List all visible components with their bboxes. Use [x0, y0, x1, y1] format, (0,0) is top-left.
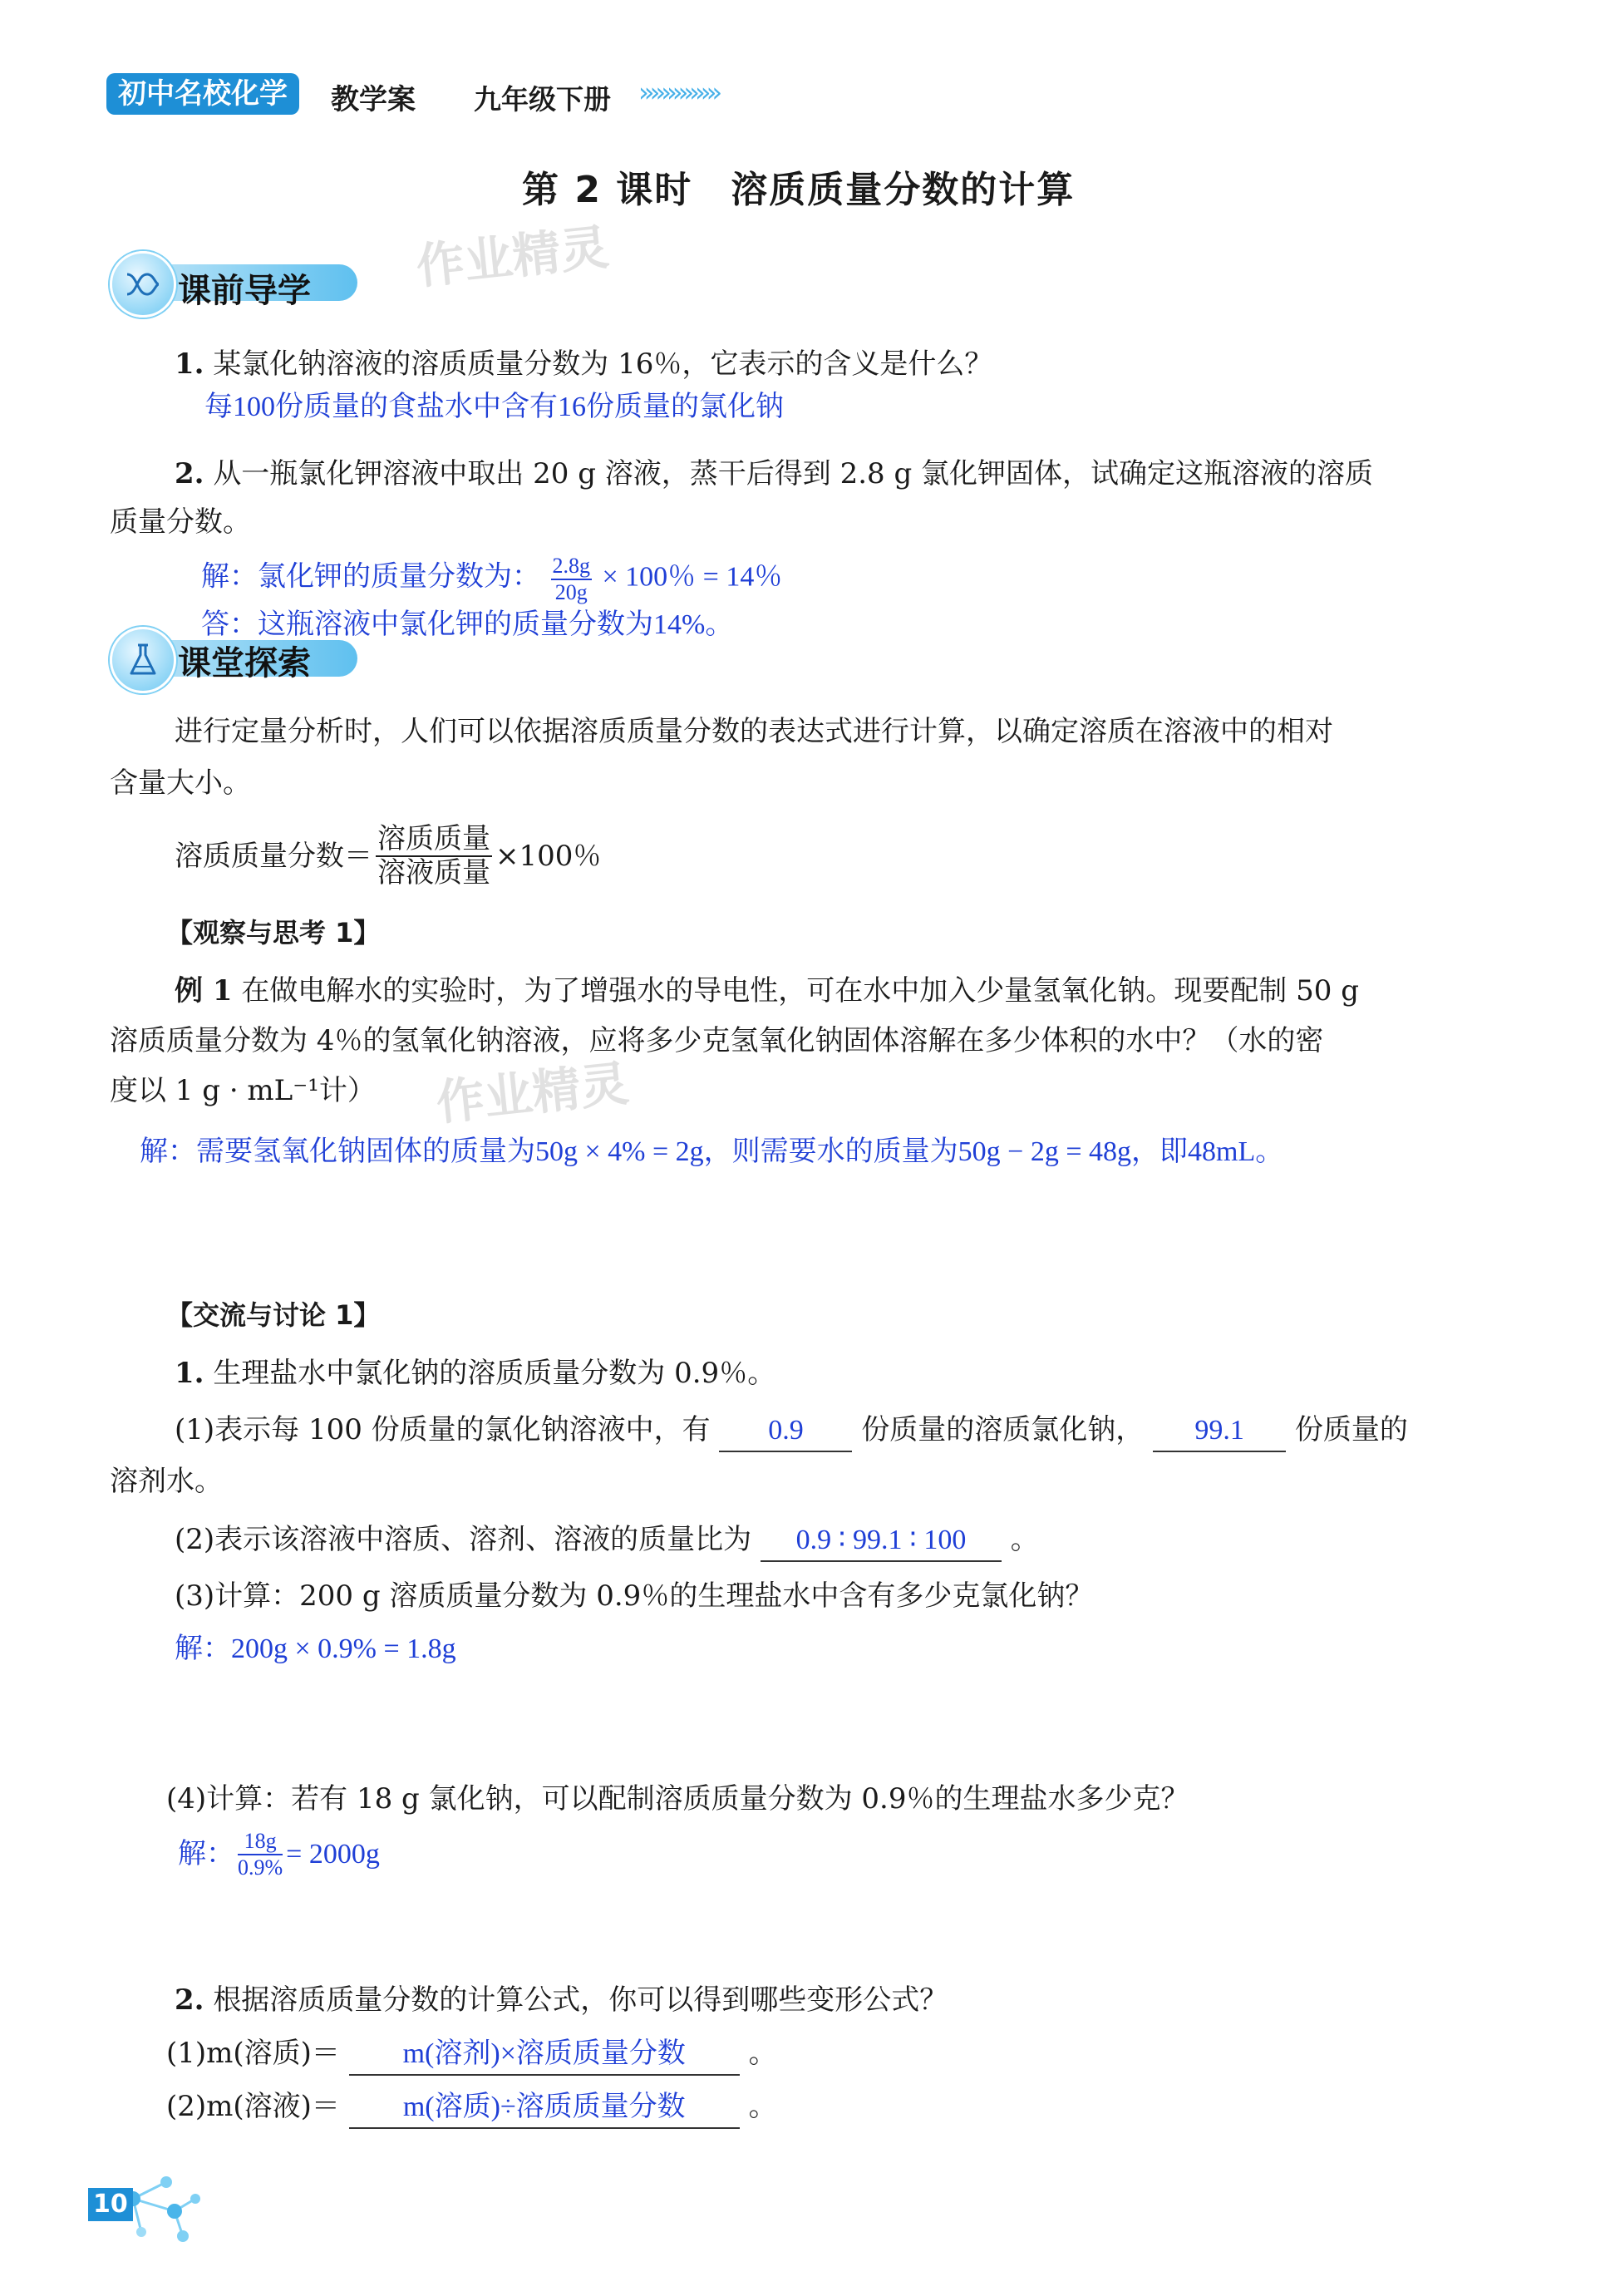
formula-left: 溶质质量分数＝ [175, 840, 372, 874]
answer-blank [349, 2033, 740, 2076]
answer-2-calc [201, 554, 782, 605]
section-title-class: 课堂探索 [178, 644, 311, 682]
section-title-pre: 课前导学 [178, 272, 311, 310]
example-label: 例 1 [175, 974, 233, 1008]
discussion-2 [175, 1980, 948, 2020]
fraction [551, 554, 593, 605]
answer-1: 每100份质量的食盐水中含有16份质量的氯化钠 [204, 392, 784, 422]
blank-answer: 99.1 [1194, 1415, 1244, 1446]
discussion-1-part1 [175, 1410, 1408, 1452]
watermark: 作业精灵 [413, 219, 612, 295]
formula-label: (2)m(溶液)＝ [166, 2090, 340, 2123]
part-text: 份质量的 [1294, 1413, 1408, 1446]
question-number: 2. [175, 1983, 204, 2017]
blank-answer: m(溶质)÷溶质质量分数 [402, 2092, 686, 2122]
answer-prefix: 解： [178, 1838, 234, 1870]
discussion-1 [175, 1353, 775, 1393]
grade-label: 九年级下册 [474, 83, 611, 116]
blank-answer: 0.9 ∶ 99.1 ∶ 100 [795, 1525, 967, 1555]
question-text: 根据溶质质量分数的计算公式，你可以得到哪些变形公式？ [213, 1983, 948, 2017]
formula-end: 。 [748, 2090, 777, 2123]
fraction-numerator: 2.8g [551, 554, 593, 580]
discussion-1-part4-answer [178, 1829, 380, 1880]
brand-subtitle: 教学案 [331, 83, 416, 116]
brand-text: 初中名校化学 [118, 77, 288, 111]
discussion-1-part3-answer: 解：200g × 0.9% = 1.8g [175, 1633, 456, 1664]
example-1-line1 [175, 971, 1359, 1011]
dna-icon [110, 251, 176, 318]
watermark: 作业精灵 [433, 1055, 632, 1131]
part-end: 。 [1010, 1523, 1039, 1556]
question-text: 生理盐水中氯化钠的溶质质量分数为 0.9％。 [213, 1357, 776, 1390]
answer-blank [719, 1410, 852, 1452]
fraction-numerator: 18g [238, 1829, 283, 1855]
formula-right: ×100％ [495, 840, 602, 874]
variant-formula-1 [166, 2033, 777, 2076]
intro-line1: 进行定量分析时，人们可以依据溶质质量分数的表达式进行计算，以确定溶质在溶液中的相对 [175, 715, 1333, 748]
question-1 [175, 344, 992, 384]
fraction-denominator: 20g [554, 579, 588, 604]
intro-line2: 含量大小。 [110, 766, 251, 800]
part-text: (2)表示该溶液中溶质、溶剂、溶液的质量比为 [175, 1523, 752, 1556]
fraction [238, 1829, 283, 1880]
mass-fraction-formula [175, 823, 601, 889]
discussion-1-part4: (4)计算：若有 18 g 氯化钠，可以配制溶质质量分数为 0.9％的生理盐水多少克？ [166, 1782, 1189, 1816]
example-1-answer: 解：需要氢氧化钠固体的质量为50g × 4% = 2g，则需要水的质量为50g − 2g = 48g，即48mL。 [140, 1136, 1284, 1167]
discussion-1-part1-cont: 溶剂水。 [110, 1465, 223, 1498]
flask-icon [110, 627, 176, 693]
answer-2-conclusion: 答：这瓶溶液中氯化钾的质量分数为14%。 [201, 609, 734, 640]
question-2-line2: 质量分数。 [110, 505, 251, 539]
fraction-denominator: 0.9% [238, 1855, 283, 1880]
discussion-heading: 【交流与讨论 1】 [166, 1299, 381, 1331]
formula-denominator: 溶液质量 [377, 856, 490, 890]
variant-formula-2 [166, 2087, 777, 2129]
blank-answer: m(溶剂)×溶质质量分数 [402, 2038, 686, 2069]
answer-suffix: × 100％ = 14％ [602, 561, 783, 593]
blank-answer: 0.9 [768, 1415, 804, 1446]
formula-numerator: 溶质质量 [376, 823, 492, 857]
formula-label: (1)m(溶质)＝ [166, 2037, 340, 2070]
example-text: 在做电解水的实验时，为了增强水的导电性，可在水中加入少量氢氧化钠。现要配制 50 g [241, 974, 1359, 1008]
discussion-1-part3: (3)计算：200 g 溶质质量分数为 0.9％的生理盐水中含有多少克氯化钠？ [175, 1579, 1094, 1613]
arrows-decoration: ›››››››››››››› [638, 76, 718, 108]
lesson-title: 第 2 课时 溶质质量分数的计算 [522, 169, 1076, 211]
observe-think-heading: 【观察与思考 1】 [166, 917, 381, 948]
answer-prefix: 解：氯化钾的质量分数为： [201, 561, 540, 593]
question-text: 某氯化钠溶液的溶质质量分数为 16％，它表示的含义是什么？ [213, 347, 993, 381]
part-text: 份质量的溶质氯化钠， [861, 1413, 1145, 1446]
formula-end: 。 [748, 2037, 777, 2070]
brand-logo [106, 73, 299, 115]
question-number: 1. [175, 1357, 204, 1390]
example-1-line2: 溶质质量分数为 4％的氢氧化钠溶液，应将多少克氢氧化钠固体溶解在多少体积的水中？（水的密 [110, 1024, 1324, 1057]
formula-fraction [376, 823, 492, 889]
part-text: (1)表示每 100 份质量的氯化钠溶液中，有 [175, 1413, 711, 1446]
question-text: 从一瓶氯化钾溶液中取出 20 g 溶液，蒸干后得到 2.8 g 氯化钾固体，试确定这瓶溶液的溶质 [213, 457, 1374, 490]
example-1-line3: 度以 1 g · mL⁻¹计） [110, 1074, 376, 1107]
answer-suffix: = 2000g [286, 1838, 380, 1870]
answer-blank [761, 1520, 1002, 1562]
question-number: 1. [175, 347, 204, 381]
discussion-1-part2 [175, 1520, 1039, 1562]
page-number: 10 [88, 2188, 133, 2221]
answer-blank [1153, 1410, 1286, 1452]
question-2-line1 [175, 454, 1373, 494]
answer-blank [349, 2087, 740, 2129]
question-number: 2. [175, 457, 204, 490]
